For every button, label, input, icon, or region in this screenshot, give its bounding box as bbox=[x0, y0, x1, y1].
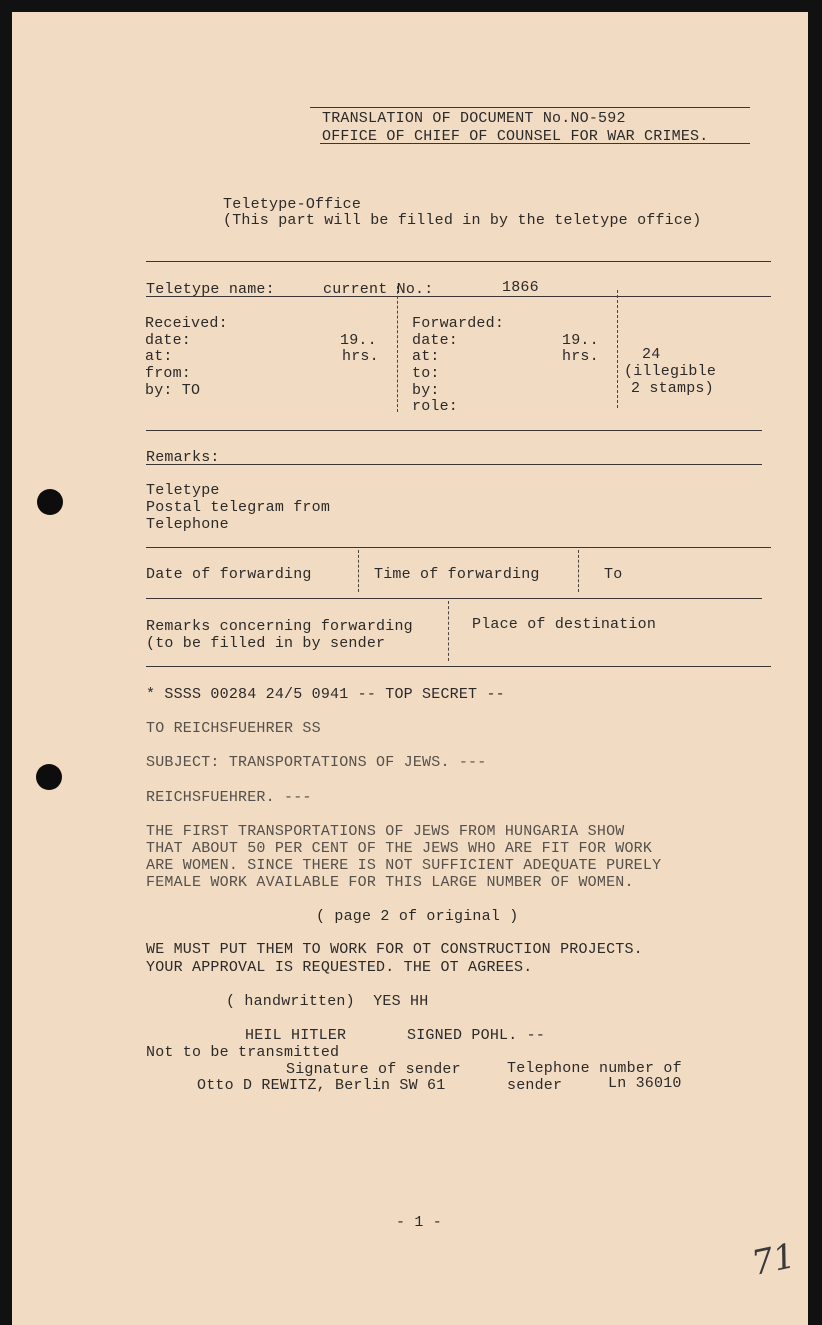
message-salutation: REICHSFUEHRER. --- bbox=[146, 789, 312, 806]
stamp-line-3: 2 stamps) bbox=[631, 380, 714, 397]
teletype-name-label: Teletype name: bbox=[146, 281, 275, 298]
rule-7 bbox=[146, 666, 771, 667]
sender-name: Otto D REWITZ, Berlin SW 61 bbox=[197, 1077, 446, 1094]
message-p1-line-4: FEMALE WORK AVAILABLE FOR THIS LARGE NUMBER OF WOMEN. bbox=[146, 874, 634, 891]
rule-4 bbox=[146, 464, 762, 465]
punch-hole-top bbox=[37, 489, 63, 515]
forwarded-at-value: hrs. bbox=[562, 348, 599, 365]
remarks-forwarding-1: Remarks concerning forwarding bbox=[146, 618, 413, 635]
page-note: ( page 2 of original ) bbox=[316, 908, 519, 925]
forwarded-by: by: bbox=[412, 382, 440, 399]
rule-1 bbox=[146, 261, 771, 262]
received-from: from: bbox=[145, 365, 192, 382]
rule-6 bbox=[146, 598, 762, 599]
heil-hitler: HEIL HITLER bbox=[245, 1027, 347, 1044]
document-page bbox=[12, 12, 808, 1325]
remarks-postal: Postal telegram from bbox=[146, 499, 331, 516]
handwritten-approval: ( handwritten) YES HH bbox=[226, 993, 429, 1010]
forwarded-to: to: bbox=[412, 365, 440, 382]
divider-dest bbox=[448, 601, 449, 661]
received-date-value: 19.. bbox=[340, 332, 377, 349]
forwarded-role: role: bbox=[412, 398, 459, 415]
phone-number: Ln 36010 bbox=[608, 1075, 682, 1092]
rule-5 bbox=[146, 547, 771, 548]
received-date: date: bbox=[145, 332, 192, 349]
header-line-2: OFFICE OF CHIEF OF COUNSEL FOR WAR CRIMES. bbox=[322, 128, 709, 145]
message-p2-line-1: WE MUST PUT THEM TO WORK FOR OT CONSTRUCTION PROJECTS. bbox=[146, 941, 643, 958]
signature-label: Signature of sender bbox=[286, 1061, 461, 1078]
received-by: by: TO bbox=[145, 382, 201, 399]
office-note: (This part will be filled in by the teletype office) bbox=[223, 212, 702, 229]
received-at: at: bbox=[145, 348, 173, 365]
date-of-forwarding: Date of forwarding bbox=[146, 566, 312, 583]
rule-2 bbox=[146, 296, 771, 297]
message-to: TO REICHSFUEHRER SS bbox=[146, 720, 321, 737]
divider-forwarded bbox=[617, 290, 618, 408]
message-p1-line-1: THE FIRST TRANSPORTATIONS OF JEWS FROM HUNGARIA SHOW bbox=[146, 823, 625, 840]
received-at-value: hrs. bbox=[342, 348, 379, 365]
remarks-forwarding-2: (to be filled in by sender bbox=[146, 635, 386, 652]
remarks-label: Remarks: bbox=[146, 449, 220, 466]
message-p1-line-2: THAT ABOUT 50 PER CENT OF THE JEWS WHO ARE FIT FOR WORK bbox=[146, 840, 653, 857]
message-header: * SSSS 00284 24/5 0941 -- TOP SECRET -- bbox=[146, 686, 505, 703]
margin-handwritten-number: 71 bbox=[748, 1235, 799, 1285]
punch-hole-bottom bbox=[36, 764, 62, 790]
divider-fwd-1 bbox=[358, 550, 359, 592]
time-of-forwarding: Time of forwarding bbox=[374, 566, 540, 583]
header-rule-bottom bbox=[320, 143, 750, 144]
signed-pohl: SIGNED POHL. -- bbox=[407, 1027, 546, 1044]
message-p1-line-3: ARE WOMEN. SINCE THERE IS NOT SUFFICIENT ADEQUATE PURELY bbox=[146, 857, 662, 874]
phone-label-2: sender bbox=[507, 1077, 563, 1094]
forwarded-at: at: bbox=[412, 348, 440, 365]
received-title: Received: bbox=[145, 315, 228, 332]
forwarded-date-value: 19.. bbox=[562, 332, 599, 349]
stamp-line-1: 24 bbox=[642, 346, 661, 363]
forwarded-title: Forwarded: bbox=[412, 315, 505, 332]
phone-label-1: Telephone number of bbox=[507, 1060, 682, 1077]
divider-fwd-2 bbox=[578, 550, 579, 592]
forwarding-to: To bbox=[604, 566, 623, 583]
divider-received bbox=[397, 286, 398, 412]
header-line-1: TRANSLATION OF DOCUMENT No.NO-592 bbox=[322, 110, 626, 127]
header-rule-top bbox=[310, 107, 750, 108]
remarks-telephone: Telephone bbox=[146, 516, 229, 533]
message-p2-line-2: YOUR APPROVAL IS REQUESTED. THE OT AGREES. bbox=[146, 959, 533, 976]
forwarded-date: date: bbox=[412, 332, 459, 349]
office-title: Teletype-Office bbox=[223, 196, 362, 213]
message-subject: SUBJECT: TRANSPORTATIONS OF JEWS. --- bbox=[146, 754, 487, 771]
current-no-label: current No.: bbox=[323, 281, 434, 298]
place-of-destination: Place of destination bbox=[472, 616, 657, 633]
remarks-teletype: Teletype bbox=[146, 482, 220, 499]
stamp-line-2: (illegible bbox=[624, 363, 717, 380]
page-number: - 1 - bbox=[396, 1214, 443, 1231]
rule-3 bbox=[146, 430, 762, 431]
not-transmitted: Not to be transmitted bbox=[146, 1044, 340, 1061]
current-no-value: 1866 bbox=[502, 279, 539, 296]
